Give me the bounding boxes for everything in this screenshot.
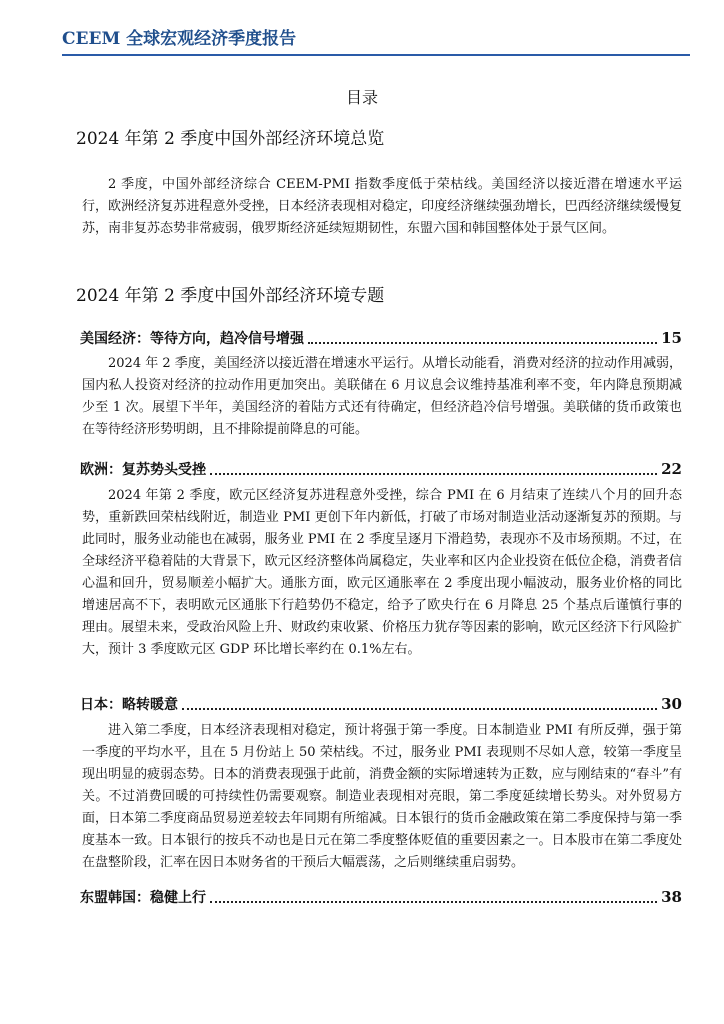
toc-entry-page-number: 22 [661, 460, 682, 478]
toc-entry-label: 东盟韩国：稳健上行 [80, 890, 206, 906]
toc-title: 目录 [345, 88, 378, 107]
special-topics-heading: 2024 年第 2 季度中国外部经济环境专题 [76, 286, 385, 306]
toc-entry-label: 日本：略转暖意 [80, 697, 178, 713]
leader-dots [210, 473, 657, 475]
toc-entry-page-number: 15 [661, 329, 682, 347]
leader-dots [182, 708, 657, 710]
toc-entry-page-number: 38 [661, 888, 682, 906]
toc-entry-label: 美国经济：等待方向，趋冷信号增强 [80, 331, 304, 347]
header-divider [62, 54, 690, 56]
leader-dots [210, 901, 657, 903]
europe-summary-paragraph: 2024 年第 2 季度，欧元区经济复苏进程意外受挫，综合 PMI 在 6 月结束了连续八个月的回升态势，重新跌回荣枯线附近，制造业 PMI 更创下年内新低，打破了市场对制造业活动逐渐复苏的预期。与此同时，服务业动能也在减弱，服务业 PMI 在 2 季度呈逐月下滑趋势，表现亦不及市场预期。不过，在全球经济平稳着陆的大背景下，欧元区经济整体尚属稳定，失业率和区内企业投资在低位企稳，消费者信心温和回升，贸易顺差小幅扩大。通胀方面，欧元区通胀率在 2 季度出现小幅波动，服务业价格的同比增速居高不下，表明欧元区通胀下行趋势仍不稳定，给予了欧央行在 6 月降息 25 个基点后谨慎行事的理由。展望未来，受政治风险上升、财政约束收紧、价格压力犹存等因素的影响，欧元区经济下行风险扩大，预计 3 季度欧元区 GDP 环比增长率约在 0.1%左右。 [82, 488, 682, 657]
report-header-title: CEEM 全球宏观经济季度报告 [62, 29, 297, 49]
japan-summary-paragraph: 进入第二季度，日本经济表现相对稳定，预计将强于第一季度。日本制造业 PMI 有所反弹，强于第一季度的平均水平，且在 5 月份站上 50 荣枯线。不过，服务业 PMI 表现则不尽如人意，较第一季度呈现出明显的疲弱态势。日本的消费表现强于此前，消费金额的实际增速转为正数，应与刚结束的“春斗”有关。不过消费回暖的可持续性仍需要观察。制造业表现相对亮眼，第二季度延续增长势头。对外贸易方面，日本第二季度商品贸易逆差较去年同期有所缩减。日本银行的货币金融政策在第二季度保持与第一季度基本一致。日本银行的按兵不动也是日元在第二季度整体贬值的重要因素之一。日本股市在第二季度处在盘整阶段，汇率在因日本财务省的干预后大幅震荡，之后则继续重启弱势。 [82, 723, 682, 870]
leader-dots [308, 342, 657, 344]
toc-entry-page-number: 30 [661, 695, 682, 713]
overview-heading: 2024 年第 2 季度中国外部经济环境总览 [76, 129, 385, 149]
us-summary-paragraph: 2024 年 2 季度，美国经济以接近潜在增速水平运行。从增长动能看，消费对经济的拉动作用减弱，国内私人投资对经济的拉动作用更加突出。美联储在 6 月议息会议维持基准利率不变，年内降息预期减少至 1 次。展望下半年，美国经济的着陆方式还有待确定，但经济趋冷信号增强。美联储的货币政策也在等待经济形势明朗，且不排除提前降息的可能。 [82, 356, 682, 437]
toc-entry-label: 欧洲：复苏势头受挫 [80, 462, 206, 478]
overview-paragraph: 2 季度，中国外部经济综合 CEEM-PMI 指数季度低于荣枯线。美国经济以接近潜在增速水平运行，欧洲经济复苏进程意外受挫，日本经济表现相对稳定，印度经济继续强劲增长，巴西经济继续缓慢复苏，南非复苏态势非常疲弱，俄罗斯经济延续短期韧性，东盟六国和韩国整体处于景气区间。 [82, 177, 682, 236]
toc-entry-us[interactable] [80, 328, 682, 349]
toc-entry-japan[interactable] [80, 694, 682, 715]
toc-entry-asean-korea[interactable] [80, 887, 682, 908]
toc-entry-europe[interactable] [80, 459, 682, 480]
